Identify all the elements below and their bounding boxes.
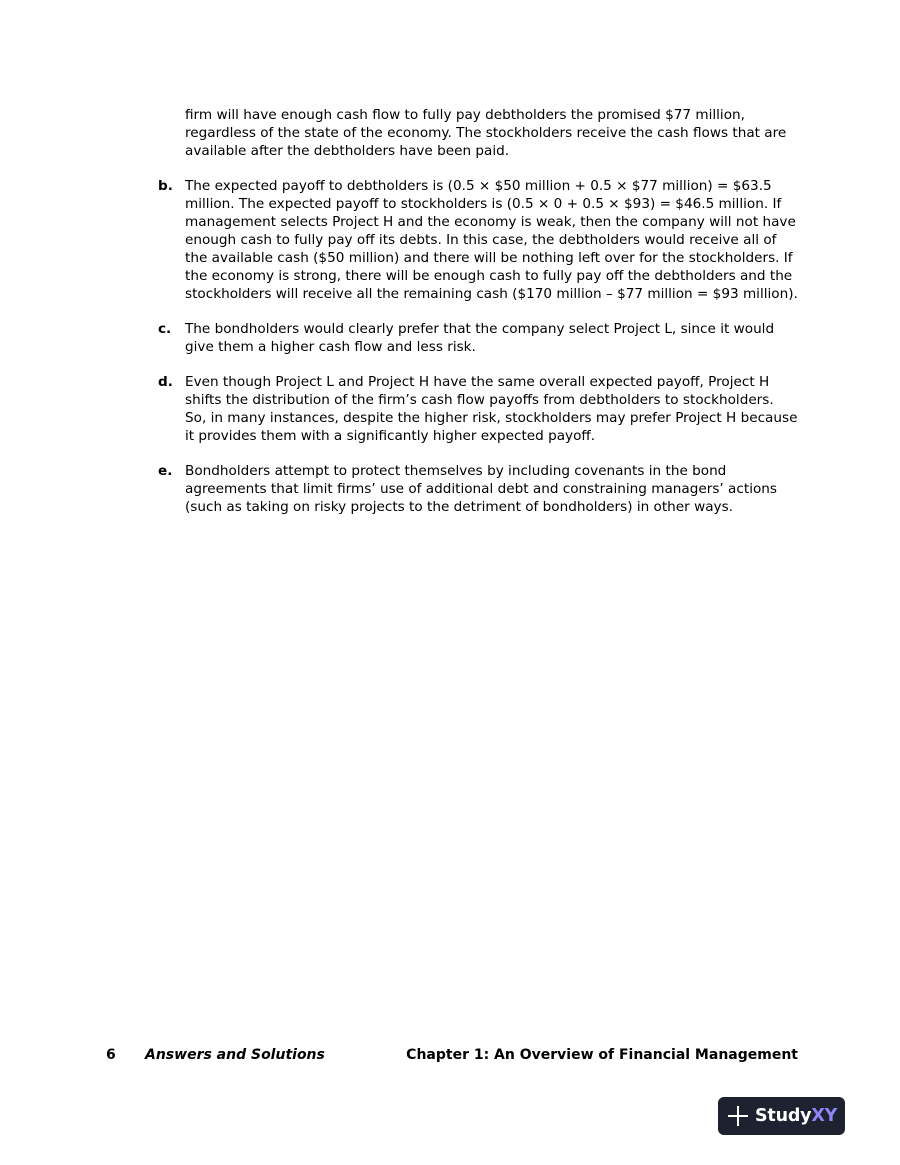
page-number: 6 bbox=[106, 1047, 116, 1063]
plus-icon bbox=[727, 1105, 749, 1127]
list-item-c bbox=[158, 320, 798, 356]
item-text: The expected payoff to debtholders is (0.5 × $50 million + 0.5 × $77 million) = $63.5 million. The expected payoff to stockholders is (0.5 × 0 + 0.5 × $93) = $46.5 million. If management selects Project H and the economy is weak, then the company will not have enough cash to fully pay off its debts. In this case, the debtholders would receive all of the available cash ($50 million) and there will be nothing left over for the stockholders. If the economy is strong, there will be enough cash to fully pay off the debtholders and the stockholders will receive all the remaining cash ($170 million – $77 million = $93 million). bbox=[185, 178, 798, 302]
logo-text-accent: XY bbox=[811, 1106, 838, 1126]
page-footer bbox=[106, 1047, 798, 1067]
item-label: c. bbox=[158, 321, 172, 337]
intro-paragraph: firm will have enough cash flow to fully pay debtholders the promised $77 million, regardless of the state of the economy. The stockholders receive the cash flows that are available after the debtholders have been paid. bbox=[185, 107, 787, 159]
logo-text-main: Study bbox=[755, 1106, 812, 1126]
item-label: d. bbox=[158, 374, 173, 390]
studyxy-logo[interactable] bbox=[718, 1097, 845, 1135]
chapter-title: Chapter 1: An Overview of Financial Management bbox=[406, 1047, 798, 1063]
item-label: e. bbox=[158, 463, 173, 479]
item-label: b. bbox=[158, 178, 173, 194]
item-text: The bondholders would clearly prefer that the company select Project L, since it would give them a higher cash flow and less risk. bbox=[185, 321, 775, 355]
section-title: Answers and Solutions bbox=[145, 1047, 325, 1063]
logo-text bbox=[755, 1106, 837, 1126]
list-item-d bbox=[158, 373, 798, 445]
document-body bbox=[158, 106, 798, 533]
item-text: Even though Project L and Project H have the same overall expected payoff, Project H shifts the distribution of the firm’s cash flow payoffs from debtholders to stockholders. So, in many instances, despite the higher risk, stockholders may prefer Project H because it provides them with a significantly higher expected payoff. bbox=[185, 374, 798, 444]
list-item-b bbox=[158, 177, 798, 303]
list-item-e bbox=[158, 462, 798, 516]
item-text: Bondholders attempt to protect themselves by including covenants in the bond agreements that limit firms’ use of additional debt and constraining managers’ actions (such as taking on risky projects to the detriment of bondholders) in other ways. bbox=[185, 463, 777, 515]
